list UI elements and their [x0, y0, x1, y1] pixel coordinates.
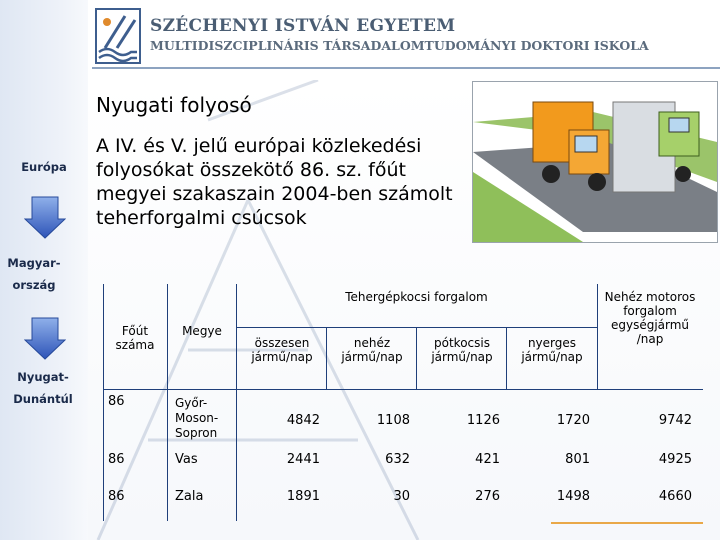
university-logo: [95, 8, 141, 64]
nav-hungary: [4, 252, 64, 296]
table-divider: [236, 284, 237, 521]
cell-county: Győr-Moson-Sopron: [175, 396, 219, 440]
header-divider: [92, 67, 720, 69]
nav-europe: Európa: [21, 160, 67, 174]
cell-total: 1891: [286, 489, 320, 504]
slide-title: Nyugati folyosó: [96, 93, 252, 117]
table-divider: [597, 284, 598, 389]
cell-trailer: 276: [475, 489, 500, 504]
cell-road: 86: [108, 394, 125, 409]
table-divider: [416, 327, 417, 389]
table-divider: [167, 284, 168, 521]
nav-hungary-line1: Magyar-: [7, 256, 61, 270]
cell-trailer: 421: [475, 452, 500, 467]
cell-heavy: 30: [393, 489, 410, 504]
nav-west-transdanubia: [6, 366, 80, 410]
cell-road: 86: [108, 452, 125, 467]
cell-county: Zala: [175, 489, 204, 504]
cell-semi: 1498: [556, 489, 590, 504]
header-truck-traffic: Tehergépkocsi forgalom: [345, 290, 488, 304]
arrow-down-icon: [24, 316, 66, 360]
school-name: MULTIDISZCIPLINÁRIS TÁRSADALOMTUDOMÁNYI DOKTORI ISKOLA: [150, 38, 649, 53]
header-county: Megye: [182, 324, 222, 338]
cell-semi: 1720: [556, 413, 590, 428]
cell-heavy: 632: [385, 452, 410, 467]
trucks-illustration: [472, 81, 718, 243]
cell-heavy: 1108: [376, 413, 410, 428]
cell-county: Vas: [175, 452, 198, 467]
nav-west-line1: Nyugat-: [17, 370, 69, 384]
cell-unit: 4925: [658, 452, 692, 467]
cell-total: 4842: [286, 413, 320, 428]
table-divider: [236, 327, 597, 328]
header-heavy: nehéz jármű/nap: [341, 336, 403, 364]
table-border-left: [103, 284, 104, 521]
table-divider: [326, 327, 327, 389]
header-road-number: Főút száma: [115, 324, 155, 352]
truck-icon: [473, 82, 717, 242]
cell-road: 86: [108, 489, 125, 504]
header-total: összesen jármű/nap: [251, 336, 313, 364]
cell-unit: 9742: [658, 413, 692, 428]
arrow-down-icon: [24, 195, 66, 239]
cell-total: 2441: [286, 452, 320, 467]
cell-semi: 801: [565, 452, 590, 467]
table-header-rule: [103, 389, 703, 390]
slide-subtitle: A IV. és V. jelű európai közlekedési folyosókat összekötő 86. sz. főút megyei szakaszain 2004-ben számolt teherforgalmi csúcsok: [96, 135, 453, 229]
header-semi-trailer: nyerges jármű/nap: [521, 336, 583, 364]
university-name: SZÉCHENYI ISTVÁN EGYETEM: [150, 16, 456, 36]
cell-unit: 4660: [658, 489, 692, 504]
nav-west-line2: Dunántúl: [13, 392, 73, 406]
table-divider: [506, 327, 507, 389]
header-trailer: pótkocsis jármű/nap: [431, 336, 493, 364]
cell-trailer: 1126: [466, 413, 500, 428]
accent-underline: [551, 522, 703, 524]
nav-hungary-line2: ország: [12, 278, 56, 292]
header-heavy-motor-units: Nehéz motoros forgalom egységjármű /nap: [604, 290, 696, 346]
